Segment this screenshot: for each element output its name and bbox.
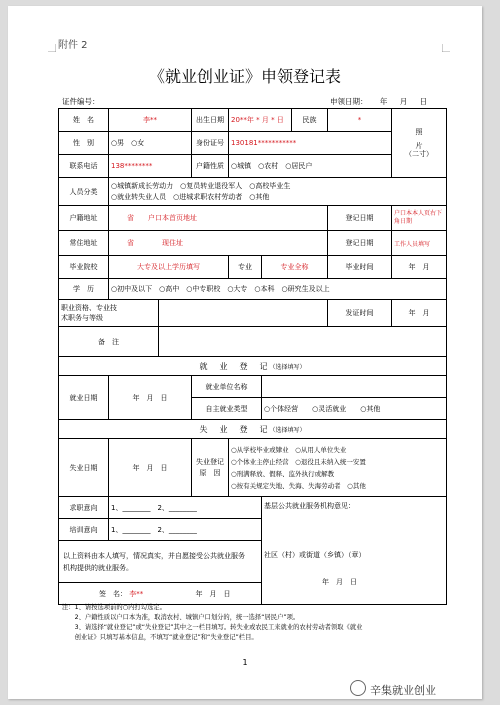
ethnicity-field[interactable]: * bbox=[328, 109, 392, 132]
reg-date-field[interactable]: 户口本本人页右下角日期 bbox=[392, 206, 447, 231]
issue-time-label: 发证时间 bbox=[328, 300, 392, 327]
signature-label: 签 名： bbox=[99, 589, 127, 598]
unemployment-reason-options[interactable] bbox=[229, 439, 447, 497]
employer-name-field[interactable] bbox=[262, 376, 447, 398]
footnote-line: 注：1、请按选项前的○内打勾选定。 bbox=[62, 604, 166, 611]
unemployment-reason-option: ○刑满释放、假释、监外执行或解教 bbox=[231, 469, 335, 478]
crop-mark bbox=[48, 44, 56, 52]
phone-label: 联系电话 bbox=[59, 155, 109, 178]
unemployment-reason-label-line-2: 原 因 bbox=[199, 468, 221, 477]
gender-label: 性 别 bbox=[59, 132, 109, 155]
unemployment-section-header bbox=[59, 420, 447, 439]
signature-row bbox=[59, 583, 262, 605]
photo-label: 照 片 bbox=[415, 127, 423, 149]
grad-time-field[interactable]: 年 月 bbox=[392, 256, 447, 279]
wechat-logo-icon bbox=[350, 680, 366, 696]
qualification-field[interactable] bbox=[159, 300, 328, 327]
residence-date-label: 登记日期 bbox=[328, 231, 392, 256]
id-field[interactable]: 130181*********** bbox=[229, 132, 392, 155]
declaration bbox=[59, 541, 262, 583]
qualification-label bbox=[59, 300, 159, 327]
declaration-line-1: 以上资料由本人填写，情况真实，并自愿接受公共就业服务 bbox=[63, 551, 245, 560]
school-field[interactable]: 大专及以上学历填写 bbox=[109, 256, 229, 279]
employer-name-label: 就业单位名称 bbox=[192, 376, 262, 398]
attachment-label: 附件 2 bbox=[58, 40, 88, 51]
birth-field[interactable]: 20**年 * 月 * 日 bbox=[229, 109, 292, 132]
document-page bbox=[8, 6, 482, 699]
employment-section-title: 就 业 登 记 bbox=[199, 361, 270, 371]
gender-options[interactable]: ○男 ○女 bbox=[109, 132, 192, 155]
reg-date-label: 登记日期 bbox=[328, 206, 392, 231]
footnotes bbox=[62, 603, 472, 643]
photo-size: （二寸） bbox=[405, 149, 433, 158]
issue-time-field[interactable]: 年 月 bbox=[392, 300, 447, 327]
residence-label: 常住地址 bbox=[59, 231, 109, 256]
unemployment-reason-option: ○个体业主停止经营 ○退役且未纳入统一安置 bbox=[231, 457, 366, 466]
signature-date: 年 月 日 bbox=[195, 589, 231, 598]
residence-side-field[interactable]: 工作人员填写 bbox=[392, 231, 447, 256]
agency-opinion-label: 基层公共就业服务机构意见： bbox=[264, 502, 355, 510]
unemployment-reason-option: ○按有关规定失地、失海、失海劳动者 ○其他 bbox=[231, 481, 366, 490]
certificate-number-label: 证件编号： bbox=[62, 97, 100, 106]
unemployment-section-note: （选择填写） bbox=[269, 426, 306, 434]
signature-field[interactable]: 李** bbox=[129, 589, 144, 598]
apply-date-label: 申领日期： 年 月 日 bbox=[330, 97, 428, 106]
unemployment-date-label: 失业日期 bbox=[59, 439, 109, 497]
photo-box bbox=[392, 109, 447, 178]
qualification-label-line-2: 术职务与等级 bbox=[61, 314, 103, 322]
crop-mark bbox=[442, 44, 450, 52]
employment-section-header bbox=[59, 357, 447, 376]
birth-label: 出生日期 bbox=[192, 109, 229, 132]
footnote-line: 创业证》只填写基本信息，不填写“就业登记”和“失业登记”栏目。 bbox=[62, 634, 258, 641]
hukou-address-label: 户籍地址 bbox=[59, 206, 109, 231]
major-label: 专业 bbox=[229, 256, 262, 279]
phone-field[interactable]: 138******** bbox=[109, 155, 192, 178]
hukou-type-options[interactable]: ○城镇 ○农村 ○居民户 bbox=[229, 155, 392, 178]
unemployment-reason-option: ○从学校毕业或肄业 ○从用人单位失业 bbox=[231, 445, 347, 454]
ethnicity-label: 民族 bbox=[292, 109, 328, 132]
seal-label: 社区（村）或街道（乡镇）（章） bbox=[264, 551, 366, 559]
education-options[interactable]: ○初中及以下 ○高中 ○中专职校 ○大专 ○本科 ○研究生及以上 bbox=[109, 279, 447, 300]
category-options-row-2: ○就业转失业人员 ○进城求职农村劳动者 ○其他 bbox=[111, 192, 270, 201]
page-title: 《就业创业证》申领登记表 bbox=[148, 67, 341, 86]
job-intention-label: 求职意向 bbox=[59, 497, 109, 519]
qualification-label-line-1: 职业资格、专业技 bbox=[61, 304, 117, 312]
grad-time-label: 毕业时间 bbox=[328, 256, 392, 279]
footnote-line: 3、请选择“就业登记”或“失业登记”其中之一栏目填写。转失业或农民工来就业的农村劳动者领取《就业 bbox=[62, 624, 363, 631]
job-intention-field[interactable]: 1、________ 2、________ bbox=[109, 497, 262, 519]
self-employment-options[interactable]: ○个体经营 ○灵活就业 ○其他 bbox=[262, 398, 447, 420]
name-label: 姓 名 bbox=[59, 109, 109, 132]
id-label: 身份证号 bbox=[192, 132, 229, 155]
hukou-address-field[interactable]: 省 户口本首页地址 bbox=[109, 206, 328, 231]
unemployment-date-field[interactable]: 年 月 日 bbox=[109, 439, 192, 497]
training-intention-label: 培训意向 bbox=[59, 519, 109, 541]
employment-date-label: 就业日期 bbox=[59, 376, 109, 420]
footnote-line: 2、户籍性质以户口本为准，取消农村、城镇户口划分的，统一选择“居民户”项。 bbox=[62, 614, 300, 621]
category-label: 人员分类 bbox=[59, 178, 109, 206]
watermark: 辛集就业创业 bbox=[370, 684, 436, 697]
employment-date-field[interactable]: 年 月 日 bbox=[109, 376, 192, 420]
declaration-line-2: 机构提供的就业服务。 bbox=[63, 563, 133, 572]
hukou-type-label: 户籍性质 bbox=[192, 155, 229, 178]
school-label: 毕业院校 bbox=[59, 256, 109, 279]
category-options[interactable] bbox=[109, 178, 447, 206]
education-label: 学 历 bbox=[59, 279, 109, 300]
seal-date: 年 月 日 bbox=[322, 578, 357, 586]
category-options-row-1: ○城镇新成长劳动力 ○复员转业退役军人 ○高校毕业生 bbox=[111, 181, 291, 190]
unemployment-section-title: 失 业 登 记 bbox=[199, 424, 270, 434]
remark-field[interactable] bbox=[159, 327, 447, 357]
unemployment-reason-label-line-1: 失业登记 bbox=[196, 457, 224, 466]
remark-label: 备 注 bbox=[59, 327, 159, 357]
self-employment-label: 自主就业类型 bbox=[192, 398, 262, 420]
training-intention-field[interactable]: 1、________ 2、________ bbox=[109, 519, 262, 541]
unemployment-reason-label bbox=[192, 439, 229, 497]
major-field[interactable]: 专业全称 bbox=[262, 256, 328, 279]
name-field[interactable]: 李** bbox=[109, 109, 192, 132]
page-number: 1 bbox=[242, 658, 248, 667]
agency-opinion-box bbox=[262, 497, 447, 605]
residence-field[interactable]: 省 现住址 bbox=[109, 231, 328, 256]
registration-form bbox=[58, 108, 447, 605]
employment-section-note: （选择填写） bbox=[269, 363, 306, 371]
